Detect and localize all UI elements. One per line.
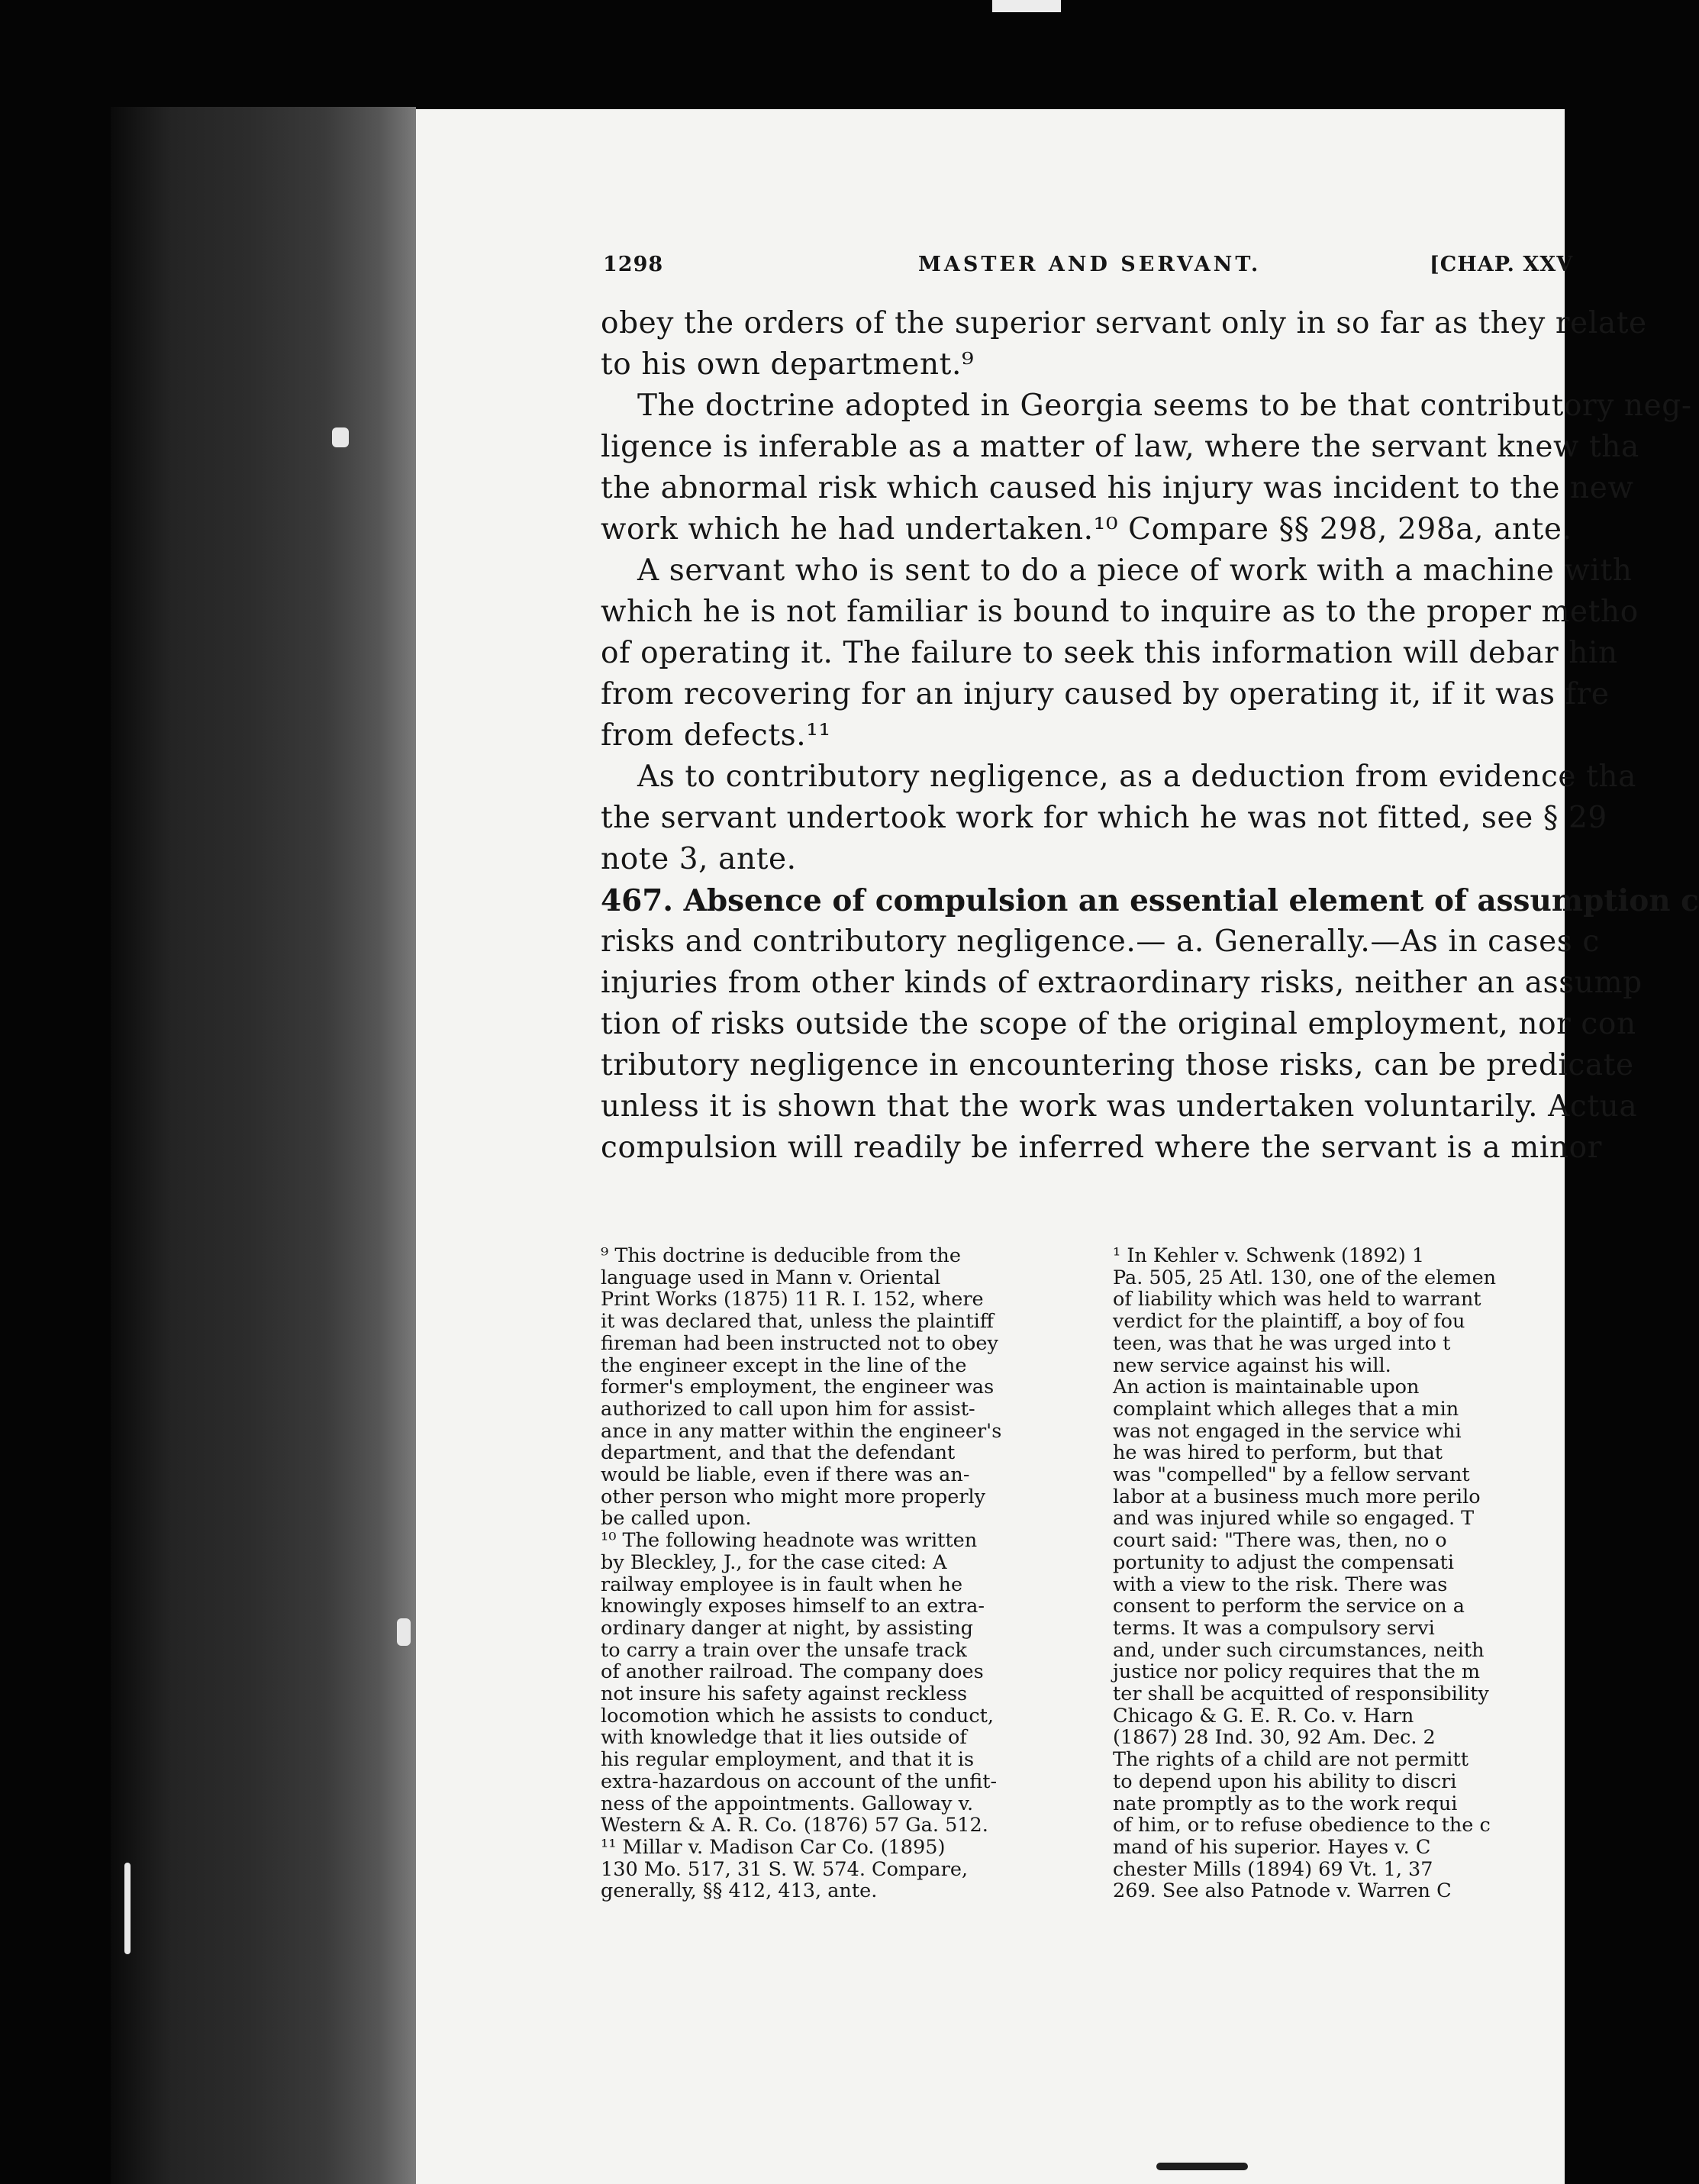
body-line: to his own department.⁹ [601,347,975,382]
footnote-line: terms. It was a compulsory servi [1113,1616,1435,1640]
footnote-line: railway employee is in fault when he [601,1573,963,1596]
footnote-line: 269. See also Patnode v. Warren C [1113,1879,1452,1903]
body-line: As to contributory negligence, as a deduction from evidence tha [637,760,1636,794]
footnotes-left [601,1245,1062,1902]
footnote-line: justice nor policy requires that the m [1113,1660,1481,1684]
body-line: ligence is inferable as a matter of law, where the servant knew tha [601,430,1639,464]
footnote-line: verdict for the plaintiff, a boy of fou [1113,1310,1465,1334]
body-line: tion of risks outside the scope of the original employment, nor con [601,1007,1636,1041]
footnote-line: ¹¹ Millar v. Madison Car Co. (1895) [601,1835,946,1859]
footnote-line: ter shall be acquitted of responsibility [1113,1682,1489,1706]
binding-speck [397,1618,411,1646]
footnote-line: chester Mills (1894) 69 Vt. 1, 37 [1113,1857,1433,1881]
footnote-line: department, and that the defendant [601,1441,956,1465]
scan-artifact [992,0,1061,12]
body-line: the abnormal risk which caused his injury was incident to the new [601,471,1634,505]
footnote-line: his regular employment, and that it is [601,1748,975,1772]
footnote-line: Print Works (1875) 11 R. I. 152, where [601,1288,984,1311]
chapter-label: [CHAP. XXV [1430,253,1574,276]
footnote-line: new service against his will. [1113,1353,1391,1377]
footnote-line: extra-hazardous on account of the unfit- [601,1769,998,1793]
body-line: compulsion will readily be inferred where the servant is a minor [601,1131,1602,1165]
footnote-line: Western & A. R. Co. (1876) 57 Ga. 512. [601,1814,988,1837]
footnote-line: (1867) 28 Ind. 30, 92 Am. Dec. 2 [1113,1726,1436,1750]
body-line: A servant who is sent to do a piece of work with a machine with [637,553,1633,588]
body-line: from defects.¹¹ [601,718,831,753]
footnote-line: by Bleckley, J., for the case cited: A [601,1550,947,1574]
footnote-line: generally, §§ 412, 413, ante. [601,1879,878,1903]
footnote-line: complaint which alleges that a min [1113,1397,1459,1421]
footnote-line: Chicago & G. E. R. Co. v. Harn [1113,1704,1414,1728]
binding-speck [124,1863,131,1954]
body-line: of operating it. The failure to seek this information will debar hin [601,636,1618,670]
footnote-line: fireman had been instructed not to obey [601,1331,998,1355]
footnote-line: ance in any matter within the engineer's [601,1419,1002,1443]
scan-artifact [1156,2163,1248,2170]
footnote-line: he was hired to perform, but that [1113,1441,1443,1465]
footnote-line: ness of the appointments. Galloway v. [601,1792,974,1815]
footnote-line: nate promptly as to the work requi [1113,1792,1458,1815]
body-line: risks and contributory negligence.— a. Generally.—As in cases c [601,924,1600,959]
book-binding [111,107,416,2184]
footnote-line: court said: "There was, then, no o [1113,1529,1447,1553]
footnotes-right [1113,1245,1601,1902]
footnote-line: 130 Mo. 517, 31 S. W. 574. Compare, [601,1857,969,1881]
footnote-line: of another railroad. The company does [601,1660,984,1684]
body-line: work which he had undertaken.¹⁰ Compare §§ 298, 298a, ante. [601,512,1572,547]
footnote-line: with knowledge that it lies outside of [601,1726,967,1750]
footnote-line: ⁹ This doctrine is deducible from the [601,1244,961,1267]
body-line: tributory negligence in encountering those risks, can be predicate [601,1048,1634,1082]
body-line: obey the orders of the superior servant only in so far as they relate [601,306,1647,340]
footnote-line: ¹ In Kehler v. Schwenk (1892) 1 [1113,1244,1425,1267]
footnote-line: to carry a train over the unsafe track [601,1638,967,1662]
book-page [416,109,1699,2184]
footnote-line: The rights of a child are not permitt [1113,1748,1468,1772]
footnote-line: and, under such circumstances, neith [1113,1638,1485,1662]
footnote-line: it was declared that, unless the plaintiff [601,1310,994,1334]
body-line: unless it is shown that the work was undertaken voluntarily. Actua [601,1089,1638,1124]
body-text [601,303,1699,1169]
footnote-line: former's employment, the engineer was [601,1376,995,1399]
footnote-line: ¹⁰ The following headnote was written [601,1529,978,1553]
body-line: which he is not familiar is bound to inquire as to the proper metho [601,595,1639,629]
footnote-line: was "compelled" by a fellow servant [1113,1463,1470,1487]
body-line: from recovering for an injury caused by operating it, if it was fre [601,677,1610,711]
footnote-line: of him, or to refuse obedience to the c [1113,1814,1491,1837]
footnote-line: not insure his safety against reckless [601,1682,968,1706]
footnote-line: An action is maintainable upon [1113,1376,1420,1399]
body-line: injuries from other kinds of extraordinary risks, neither an assump [601,966,1643,1000]
footnote-line: was not engaged in the service whi [1113,1419,1462,1443]
footnote-line: language used in Mann v. Oriental [601,1266,941,1289]
footnote-line: would be liable, even if there was an- [601,1463,970,1487]
footnote-line: other person who might more properly [601,1485,986,1508]
footnote-line: and was injured while so engaged. T [1113,1507,1475,1531]
footnote-line: of liability which was held to warrant [1113,1288,1481,1311]
footnote-line: ordinary danger at night, by assisting [601,1616,973,1640]
footnote-line: the engineer except in the line of the [601,1353,967,1377]
body-line: The doctrine adopted in Georgia seems to be that contributory neg- [637,389,1692,423]
binding-speck [332,427,349,447]
body-line: note 3, ante. [601,842,797,876]
footnote-line: portunity to adjust the compensati [1113,1550,1455,1574]
page-number: 1298 [603,253,664,276]
body-line: the servant undertook work for which he was not fitted, see § 29 [601,801,1607,835]
footnote-line: mand of his superior. Hayes v. C [1113,1835,1431,1859]
footnote-line: consent to perform the service on a [1113,1595,1465,1618]
footnote-line: with a view to the risk. There was [1113,1573,1448,1596]
footnote-line: Pa. 505, 25 Atl. 130, one of the elemen [1113,1266,1497,1289]
footnote-line: authorized to call upon him for assist- [601,1397,975,1421]
footnote-line: be called upon. [601,1507,752,1531]
footnote-line: locomotion which he assists to conduct, [601,1704,994,1728]
footnote-line: teen, was that he was urged into t [1113,1331,1451,1355]
footnote-line: labor at a business much more perilo [1113,1485,1481,1508]
running-header [416,253,1574,283]
running-title: MASTER AND SERVANT. [918,253,1262,276]
footnote-line: knowingly exposes himself to an extra- [601,1595,985,1618]
section-heading: 467. Absence of compulsion an essential element of assumption c [601,883,1699,918]
footnote-line: to depend upon his ability to discri [1113,1769,1457,1793]
